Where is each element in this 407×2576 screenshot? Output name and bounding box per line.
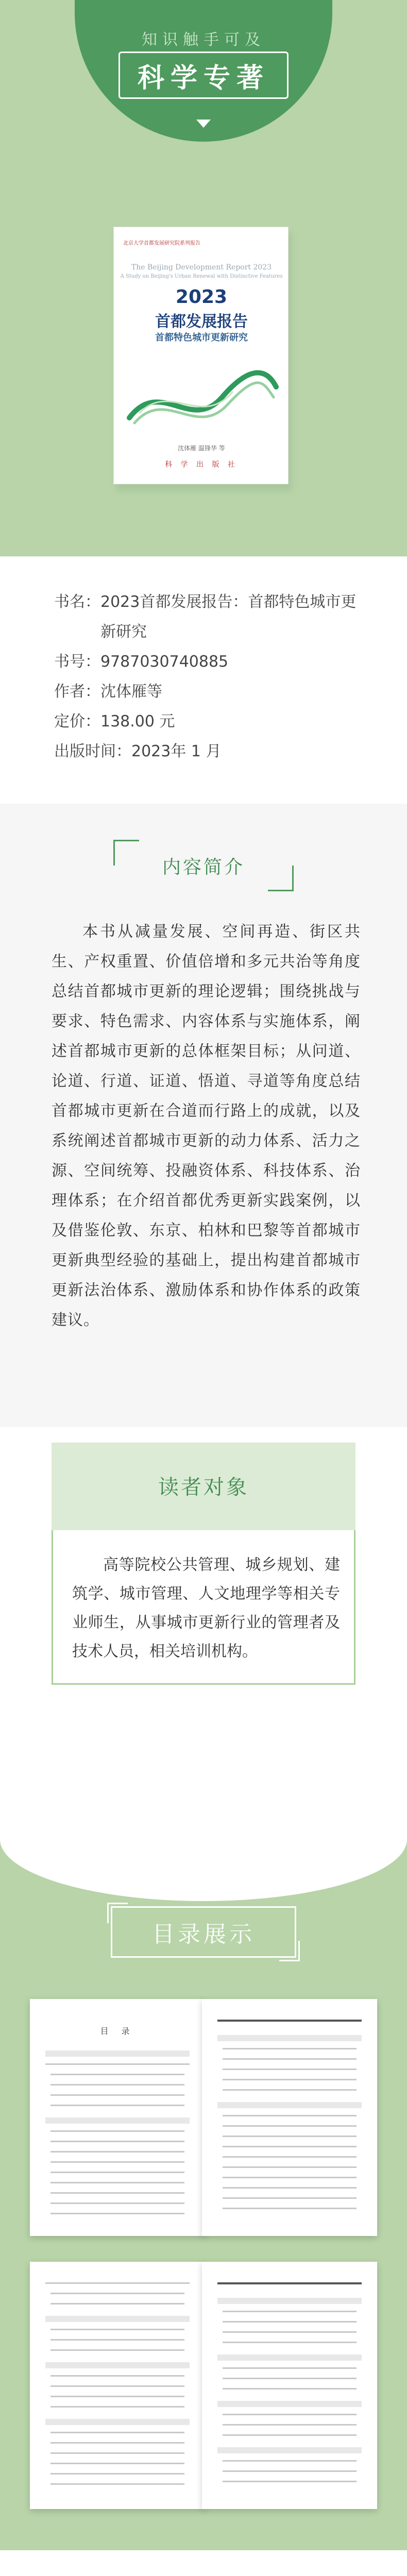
readers-title: 读者对象 bbox=[158, 1476, 249, 1499]
toc-line bbox=[223, 2331, 357, 2333]
book-en-title: The Beijing Development Report 2023 bbox=[131, 263, 272, 272]
toc-line bbox=[223, 2166, 357, 2168]
readers-text: 高等院校公共管理、城乡规划、建筑学、城市管理、人文地理学等相关专业师生，从事城市更新行业的管理者及技术人员，相关培训机构。 bbox=[72, 1556, 340, 1660]
toc-line bbox=[223, 2136, 357, 2137]
intro-heading bbox=[113, 840, 294, 891]
toc-line bbox=[50, 2473, 184, 2475]
book-en-subtitle: A Study on Beijing's Urban Renewal with Distinctive Features bbox=[120, 274, 283, 279]
series-label: 北京大学首都发展研究院系列报告 bbox=[123, 241, 200, 246]
toc-top-arc bbox=[0, 1747, 407, 1901]
toc-line bbox=[223, 2187, 357, 2189]
toc-line bbox=[50, 2442, 184, 2444]
toc-band bbox=[45, 2117, 190, 2124]
toc-line bbox=[223, 2156, 357, 2158]
toc-title: 目录展示 bbox=[152, 1921, 255, 1947]
toc-line bbox=[50, 2172, 184, 2173]
toc-line bbox=[223, 2378, 357, 2379]
toc-line bbox=[50, 2130, 184, 2132]
toc-line bbox=[50, 2375, 184, 2377]
price-label: 定价： bbox=[54, 713, 100, 731]
toc-line bbox=[223, 2470, 357, 2472]
toc-line bbox=[50, 2396, 184, 2397]
toc-line bbox=[223, 2460, 357, 2462]
toc-band bbox=[45, 2419, 190, 2425]
toc-line bbox=[223, 2414, 357, 2415]
toc-band bbox=[217, 2401, 362, 2407]
toc-line bbox=[223, 2208, 357, 2209]
toc-line bbox=[50, 2339, 184, 2341]
info-row-isbn bbox=[54, 647, 363, 677]
brand-box bbox=[118, 52, 289, 99]
author-value: 沈体雁等 bbox=[100, 683, 162, 701]
date-label: 出版时间： bbox=[54, 742, 131, 760]
brand-title: 科学专著 bbox=[137, 62, 269, 94]
toc-line bbox=[217, 2282, 362, 2284]
toc-line bbox=[223, 2434, 357, 2436]
toc-line bbox=[223, 2424, 357, 2426]
footer bbox=[0, 2550, 407, 2576]
toc-line bbox=[50, 2213, 184, 2214]
isbn-label: 书号： bbox=[54, 653, 100, 671]
toc-line bbox=[223, 2146, 357, 2147]
info-row-price bbox=[54, 707, 363, 737]
book-authors: 沈体雁 温锋华 等 bbox=[178, 445, 225, 452]
toc-line bbox=[50, 2293, 184, 2294]
toc-line bbox=[223, 2079, 357, 2080]
author-label: 作者： bbox=[54, 683, 100, 701]
price-value: 138.00 元 bbox=[100, 713, 175, 731]
toc-band bbox=[217, 2102, 362, 2108]
toc-line bbox=[223, 2177, 357, 2178]
toc-line bbox=[223, 2069, 357, 2070]
green-swirl-graphic bbox=[124, 356, 279, 438]
name-value: 2023首都发展报告：首都特色城市更新研究 bbox=[100, 593, 357, 641]
toc-line bbox=[50, 2141, 184, 2142]
book-title: 首都发展报告 bbox=[155, 313, 248, 331]
toc-page-image bbox=[30, 1999, 205, 2236]
toc-band bbox=[217, 2447, 362, 2453]
toc-line bbox=[50, 2303, 184, 2304]
toc-line bbox=[50, 2084, 184, 2086]
toc-line bbox=[50, 2452, 184, 2454]
isbn-value: 9787030740885 bbox=[100, 653, 229, 671]
info-row-date bbox=[54, 737, 363, 767]
toc-band bbox=[45, 2316, 190, 2322]
info-row-name bbox=[54, 587, 363, 647]
toc-line bbox=[45, 2282, 190, 2284]
toc-band bbox=[217, 2035, 362, 2041]
book-year: 2023 bbox=[175, 286, 228, 308]
toc-line bbox=[223, 2058, 357, 2060]
toc-line bbox=[50, 2094, 184, 2096]
toc-line bbox=[50, 2161, 184, 2163]
book-subtitle: 首都特色城市更新研究 bbox=[155, 332, 248, 343]
toc-band bbox=[45, 2050, 190, 2057]
down-triangle-icon bbox=[196, 120, 211, 128]
toc-line bbox=[50, 2329, 184, 2330]
toc-page-image bbox=[202, 1999, 377, 2236]
info-row-author bbox=[54, 677, 363, 707]
toc-line bbox=[217, 2020, 362, 2022]
book-publisher: 科 学 出 版 社 bbox=[165, 461, 238, 469]
toc-line bbox=[223, 2342, 357, 2343]
book-cover bbox=[113, 227, 289, 484]
toc-band bbox=[217, 2298, 362, 2304]
book-info bbox=[54, 587, 363, 767]
date-value: 2023年 1 月 bbox=[131, 742, 222, 760]
toc-line bbox=[50, 2463, 184, 2464]
toc-page-image bbox=[202, 2262, 377, 2509]
toc-line bbox=[223, 2321, 357, 2323]
toc-line bbox=[223, 2197, 357, 2199]
toc-line bbox=[223, 2115, 357, 2116]
toc-line bbox=[50, 2182, 184, 2183]
toc-line bbox=[50, 2151, 184, 2153]
toc-line bbox=[50, 2385, 184, 2387]
toc-line bbox=[50, 2406, 184, 2408]
toc-line bbox=[223, 2481, 357, 2482]
toc-line bbox=[50, 2192, 184, 2194]
tagline: 知识触手可及 bbox=[142, 31, 265, 49]
name-label: 书名： bbox=[54, 593, 100, 611]
toc-line bbox=[223, 2048, 357, 2049]
toc-line bbox=[50, 2349, 184, 2351]
intro-text: 本书从减量发展、空间再造、街区共生、产权重置、价值倍增和多元共治等角度总结首都城市更新的理论逻辑；围绕挑战与要求、特色需求、内容体系与实施体系，阐述首都城市更新的总体框架目标；从问道、论道、行道、证道、悟道、寻道等角度总结首都城市更新在合道而行路上的成就，以及系统阐述首都城市更新的动力体系、活力之源、空间统筹、投融资体系、科技体系、治理体系；在介绍首都优秀更新实践案例，以及借鉴伦敦、东京、柏林和巴黎等首都城市更新典型经验的基础上，提出构建首都城市更新法治体系、激励体系和协作体系的政策建议。 bbox=[52, 923, 361, 1329]
toc-page-heading: 目 录 bbox=[100, 2026, 135, 2036]
toc-page-image bbox=[30, 2262, 205, 2509]
toc-line bbox=[50, 2432, 184, 2433]
toc-heading bbox=[111, 1906, 296, 1958]
toc-line bbox=[223, 2367, 357, 2369]
toc-line bbox=[45, 2063, 190, 2065]
toc-line bbox=[223, 2388, 357, 2389]
toc-band bbox=[45, 2362, 190, 2368]
toc-line bbox=[223, 2125, 357, 2127]
toc-line bbox=[50, 2202, 184, 2204]
toc-line bbox=[223, 2311, 357, 2312]
intro-title: 内容简介 bbox=[162, 856, 245, 878]
toc-line bbox=[223, 2089, 357, 2091]
toc-line bbox=[50, 2105, 184, 2106]
toc-line bbox=[50, 2483, 184, 2485]
toc-band bbox=[217, 2354, 362, 2361]
toc-line bbox=[50, 2074, 184, 2075]
